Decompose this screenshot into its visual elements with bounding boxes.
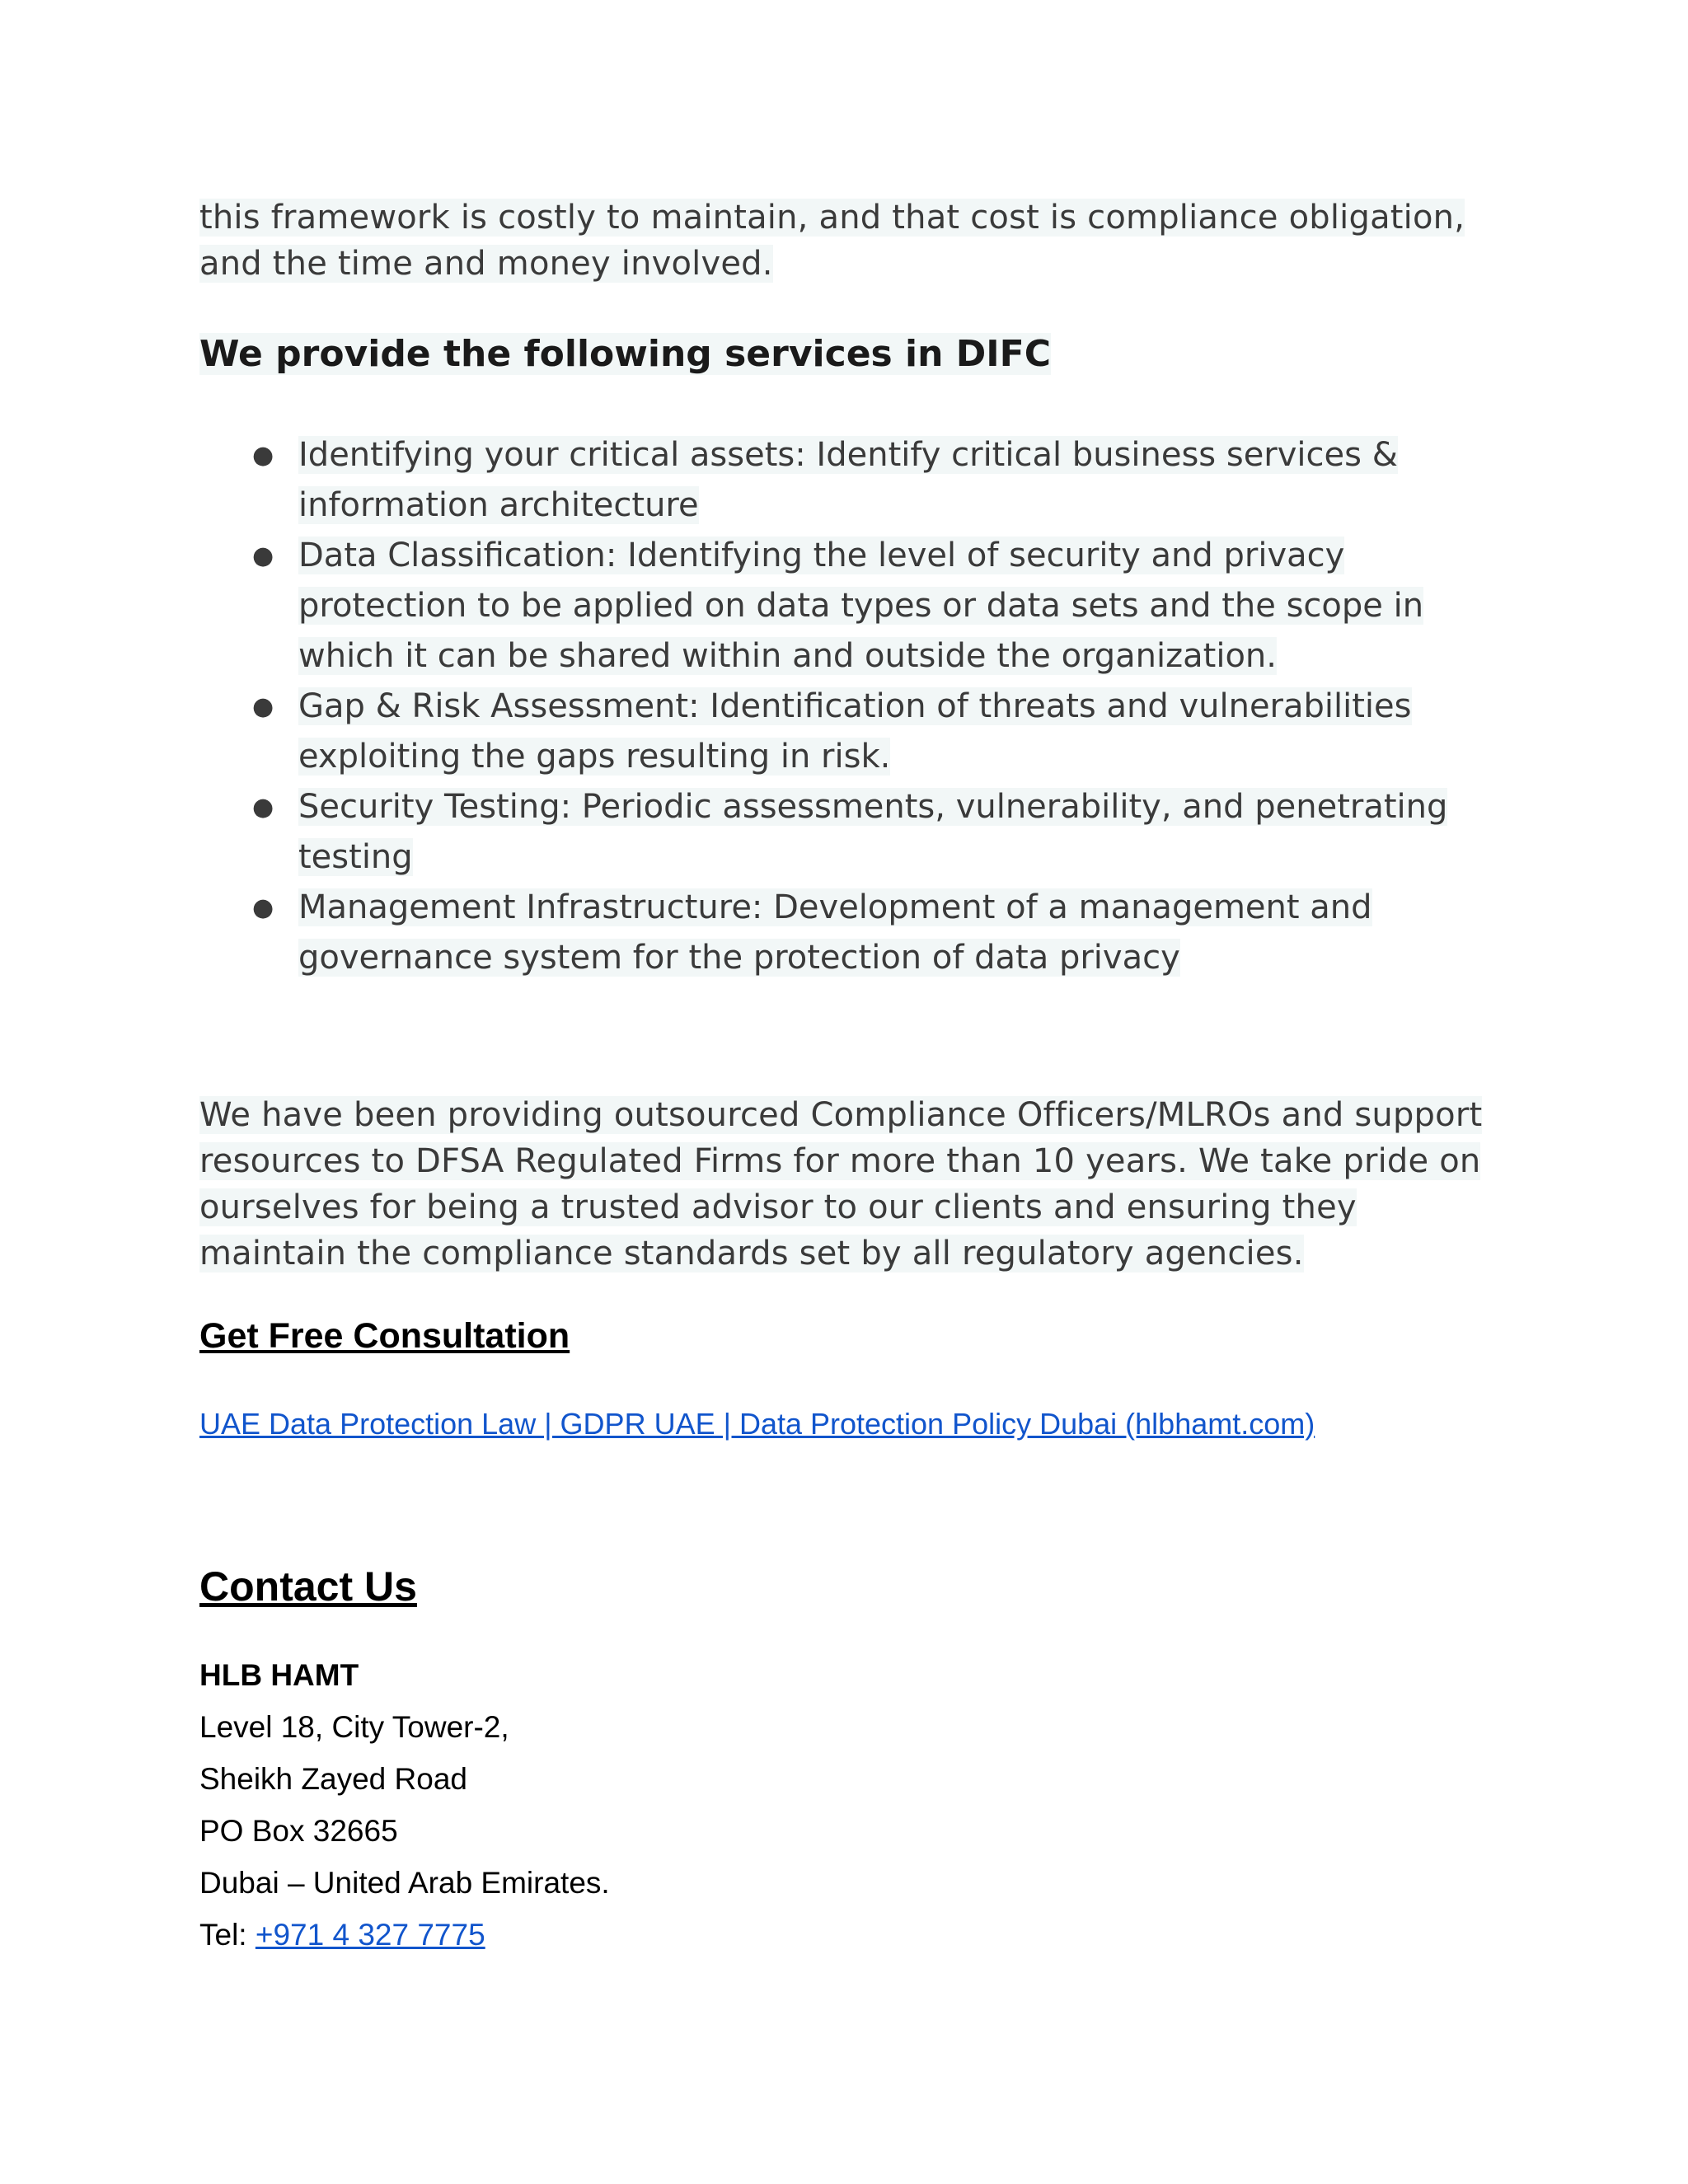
list-item xyxy=(199,430,1485,531)
po-box: PO Box 32665 xyxy=(199,1814,398,1848)
service-item-text: Data Classification: Identifying the level of security and privacy protection to be applied on data types or data sets and the scope in which it can be shared within and outside the organization. xyxy=(298,537,1424,675)
contact-us-heading: Contact Us xyxy=(199,1563,417,1610)
service-item-text: Security Testing: Periodic assessments, vulnerability, and penetrating testing xyxy=(298,788,1448,876)
bullet-icon: ● xyxy=(252,441,274,470)
list-item xyxy=(199,782,1485,883)
intro-text: this framework is costly to maintain, and that cost is compliance obligation, and the time and money involved. xyxy=(199,199,1465,283)
company-name: HLB HAMT xyxy=(199,1658,359,1692)
intro-paragraph xyxy=(199,194,1518,287)
service-item-text: Gap & Risk Assessment: Identification of threats and vulnerabilities exploiting the gaps resulting in risk. xyxy=(298,687,1412,776)
list-item xyxy=(199,531,1485,682)
services-list xyxy=(199,430,1485,983)
service-item-text: Identifying your critical assets: Identify critical business services & information architecture xyxy=(298,436,1398,524)
reference-link-line xyxy=(199,1404,1518,1445)
bullet-icon: ● xyxy=(252,793,274,822)
contact-details xyxy=(199,1649,1518,1961)
tel-number-link[interactable]: +971 4 327 7775 xyxy=(255,1918,485,1952)
list-item xyxy=(199,682,1485,782)
services-heading xyxy=(199,331,1518,377)
bullet-icon: ● xyxy=(252,692,274,721)
page-content xyxy=(199,194,1518,1961)
bullet-icon: ● xyxy=(252,893,274,922)
free-consultation-link[interactable]: Get Free Consultation xyxy=(199,1316,570,1356)
service-item-text: Management Infrastructure: Development of a management and governance system for the protection of data privacy xyxy=(298,888,1372,977)
outsourced-paragraph xyxy=(199,1092,1502,1277)
telephone-line xyxy=(199,1909,1518,1961)
address-line-1: Level 18, City Tower-2, xyxy=(199,1710,509,1744)
bullet-icon: ● xyxy=(252,541,274,570)
services-heading-text: We provide the following services in DIFC xyxy=(199,333,1052,375)
data-protection-link[interactable]: UAE Data Protection Law | GDPR UAE | Data Protection Policy Dubai (hlbhamt.com) xyxy=(199,1407,1315,1441)
list-item xyxy=(199,883,1485,983)
city-country: Dubai – United Arab Emirates. xyxy=(199,1866,610,1900)
outsourced-text: We have been providing outsourced Compliance Officers/MLROs and support resources to DFSA Regulated Firms for more than 10 years. We take pride on ourselves for being a trusted advisor to our clients and ensuring they maintain the compliance standards set by all regulatory agencies. xyxy=(199,1096,1483,1272)
tel-label: Tel: xyxy=(199,1918,247,1952)
address-line-2: Sheikh Zayed Road xyxy=(199,1762,467,1796)
